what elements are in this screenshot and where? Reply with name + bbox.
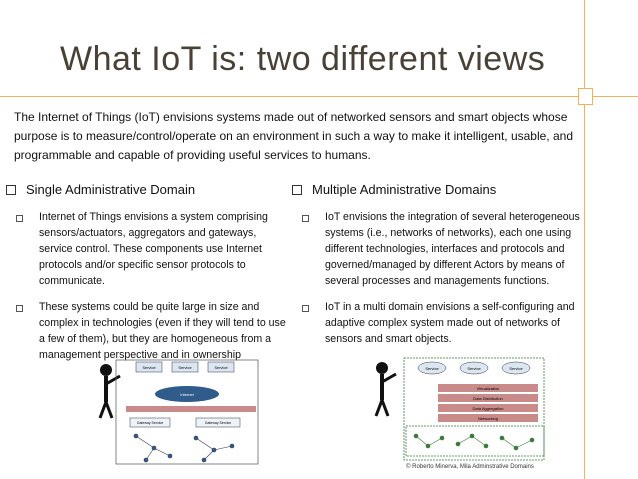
square-bullet-icon xyxy=(16,215,23,222)
sensor-network xyxy=(134,434,234,462)
service-label: Service xyxy=(142,365,156,370)
list-item xyxy=(6,299,286,363)
left-column xyxy=(6,182,286,373)
person-icon xyxy=(100,364,120,418)
left-heading-text: Single Administrative Domain xyxy=(26,182,196,197)
right-bullets xyxy=(292,209,592,347)
intro-paragraph: The Internet of Things (IoT) envisions systems made out of networked sensors and smart objects whose purpose is to measure/control/operate on an environment in such a way to make it intelligent, usable, and programmable and capable of providing useful services to humans. xyxy=(14,110,573,162)
slide-title: What IoT is: two different views xyxy=(60,40,546,78)
right-heading-text: Multiple Administrative Domains xyxy=(312,182,497,197)
left-heading xyxy=(6,182,286,197)
service-label: Service xyxy=(509,366,523,371)
layer-label: Data Distribution xyxy=(473,396,503,401)
single-domain-diagram xyxy=(92,358,264,468)
decorative-corner-box xyxy=(578,88,593,105)
list-item xyxy=(292,299,592,347)
left-bullets xyxy=(6,209,286,363)
checkbox-bullet-icon xyxy=(6,185,16,195)
right-bullet-text: IoT in a multi domain envisions a self-configuring and adaptive complex system made out of networks of sensors and smart objects. xyxy=(325,301,575,345)
service-label: Service xyxy=(178,365,192,370)
layer-label: Data Aggregation xyxy=(472,406,504,411)
sensor-network xyxy=(414,434,534,450)
layer-label: Virtualization xyxy=(476,386,500,391)
service-label: Service xyxy=(425,366,439,371)
gateway-label: Gateway Service xyxy=(136,421,164,425)
right-column xyxy=(292,182,592,357)
service-label: Service xyxy=(214,365,228,370)
decorative-horizontal-line xyxy=(0,96,638,97)
square-bullet-icon xyxy=(16,305,23,312)
sensor-domain xyxy=(406,426,544,456)
layer-label: Networking xyxy=(477,416,499,421)
internet-label: Internet xyxy=(180,392,194,397)
service-label: Service xyxy=(467,366,481,371)
left-bullet-text: These systems could be quite large in size and complex in technologies (even if they will tend to use a few of them), but they are homogeneous from a management perspective and in ownership xyxy=(39,301,286,361)
checkbox-bullet-icon xyxy=(292,185,302,195)
figure-caption: © Roberto Minerva, Mila Adminstrative Domains xyxy=(406,464,534,470)
multi-domain-diagram xyxy=(370,356,550,472)
right-heading xyxy=(292,182,592,197)
square-bullet-icon xyxy=(302,215,309,222)
gateway-layer xyxy=(126,406,256,412)
right-bullet-text: IoT envisions the integration of several heterogeneous systems (i.e., networks of networks), each one using different technologies, interfaces and protocols and governed/managed by different Actors by means of several processes and managements functions. xyxy=(325,211,580,287)
list-item xyxy=(292,209,592,289)
person-icon xyxy=(376,362,396,416)
square-bullet-icon xyxy=(302,305,309,312)
list-item xyxy=(6,209,286,289)
left-bullet-text: Internet of Things envisions a system comprising sensors/actuators, aggregators and gateways, service control. These components use Internet protocols and/or specific sensor protocols to communicate. xyxy=(39,211,268,287)
gateway-label: Gateway Service xyxy=(204,421,232,425)
